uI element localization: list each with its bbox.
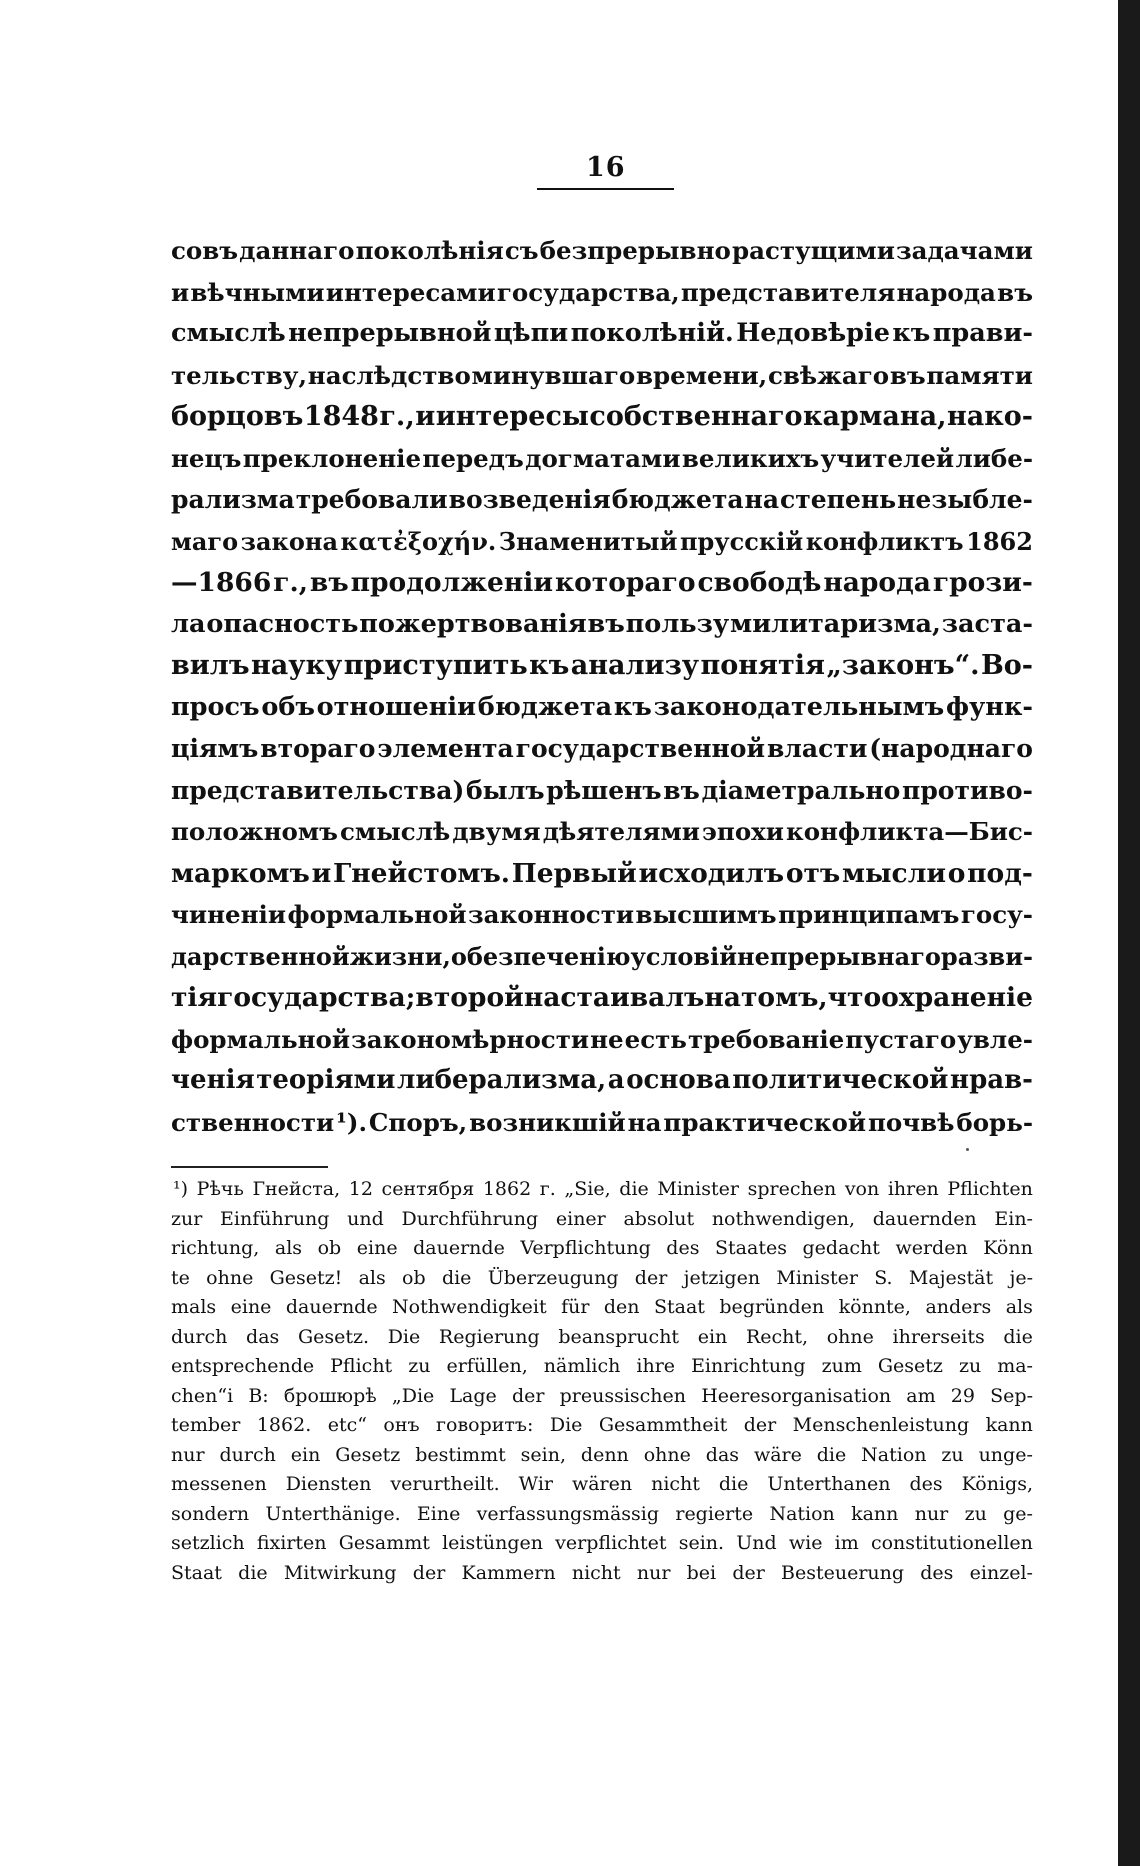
text-line: тельству, наслѣдство минувшаго времени, свѣжаго въ памяти	[171, 360, 1033, 390]
text-line: вилъ науку приступить къ анализу понятія „законъ“. Во-	[171, 650, 1033, 681]
footnote-line: setzlich fixirten Gesammt leistüngen verpflichtet sein. Und wie im constitutionellen	[171, 1532, 1033, 1554]
text-line: представительства) былъ рѣшенъ въ діаметрально противо-	[171, 775, 1033, 805]
text-line: тія государства; второй настаивалъ на томъ, что охраненіе	[171, 982, 1033, 1013]
text-line: ла опасность пожертвованія въ пользу милитаризма, заста-	[171, 608, 1033, 639]
text-line: маркомъ и Гнейстомъ. Первый исходилъ отъ мысли о под-	[171, 857, 1033, 889]
text-line: нецъ преклоненіе передъ догматами великихъ учителей либе-	[171, 443, 1033, 473]
main-text-block	[171, 230, 1033, 1143]
footnote-line: tember 1862. etc“ онъ говоритъ: Die Gesammtheit der Menschenleistung kann	[171, 1414, 1033, 1436]
text-line: маго закона κατἐξοχήν. Знаменитый прусскій конфликтъ 1862	[171, 526, 1033, 556]
footnote-line: messenen Diensten verurtheilt. Wir wären nicht die Unterthanen des Königs,	[171, 1473, 1033, 1495]
footnote-separator	[171, 1166, 328, 1168]
text-line: чиненіи формальной законности высшимъ принципамъ госу-	[171, 900, 1033, 929]
footnote-line: mals eine dauernde Nothwendigkeit für den Staat begründen könnte, anders als	[171, 1296, 1033, 1318]
scan-speck	[966, 1148, 969, 1151]
text-line: формальной закономѣрности не есть требованіе пустаго увле-	[171, 1024, 1033, 1054]
text-line: просъ объ отношеніи бюджета къ законодательнымъ функ-	[171, 691, 1033, 722]
text-line: дарственной жизни, обезпеченію условій непрерывнаго разви-	[171, 941, 1033, 971]
text-line: положномъ смыслѣ двумя дѣятелями эпохи конфликта—Бис-	[171, 817, 1033, 846]
footnote-line: ¹) Рѣчь Гнейста, 12 сентября 1862 г. „Sie, die Minister sprechen von ihren Pflichten	[173, 1178, 1033, 1200]
footnote-line: sondern Unterthänige. Eine verfassungsmässig regierte Nation kann nur zu ge-	[171, 1502, 1033, 1525]
footnote-line: Staat die Mitwirkung der Kammern nicht nur bei der Besteuerung des einzel-	[171, 1561, 1033, 1584]
footnote-line: nur durch ein Gesetz bestimmt sein, denn ohne das wäre die Nation zu unge-	[171, 1443, 1033, 1466]
footnote-block	[171, 1175, 1033, 1588]
footnote-line: zur Einführung und Durchführung einer absolut nothwendigen, dauernden Ein-	[171, 1207, 1033, 1230]
footnote-line: entsprechende Pflicht zu erfüllen, nämlich ihre Einrichtung zum Gesetz zu ma-	[171, 1355, 1033, 1377]
footnote-line: durch das Gesetz. Die Regierung beansprucht ein Recht, ohne ihrerseits die	[171, 1325, 1033, 1348]
scan-edge-border	[1118, 0, 1140, 1866]
page-number-rule	[537, 188, 674, 190]
text-line: совъ даннаго поколѣнія съ безпрерывно растущими задачами	[171, 236, 1033, 265]
footnote-line: chen“i В: брошюрѣ „Die Lage der preussischen Heeresorganisation am 29 Sep-	[171, 1384, 1033, 1407]
text-line: ченія теоріями либерализма, а основа политической нрав-	[171, 1065, 1033, 1095]
text-line: ственности ¹). Споръ, возникшій на практической почвѣ борь-	[171, 1107, 1033, 1137]
footnote-line: richtung, als ob eine dauernde Verpflichtung des Staates gedacht werden Könn	[171, 1237, 1033, 1259]
text-line: —1866 г., въ продолженіи котораго свободѣ народа грози-	[171, 567, 1033, 598]
footnote-line: te ohne Gesetz! als ob die Überzeugung der jetzigen Minister S. Majestät je-	[171, 1266, 1033, 1289]
text-line: борцовъ 1848 г., и интересы собственнаго кармана, нако-	[171, 401, 1033, 432]
page-number: 16	[586, 152, 626, 183]
text-line: и вѣчными интересами государства, представителя народа въ	[171, 277, 1033, 307]
text-line: ціямъ втораго элемента государственной власти (народнаго	[171, 734, 1033, 763]
text-line: смыслѣ непрерывной цѣпи поколѣній. Недовѣріе къ прави-	[171, 318, 1033, 348]
text-line: рализма требовали возведенія бюджета на степень незыбле-	[171, 485, 1033, 514]
